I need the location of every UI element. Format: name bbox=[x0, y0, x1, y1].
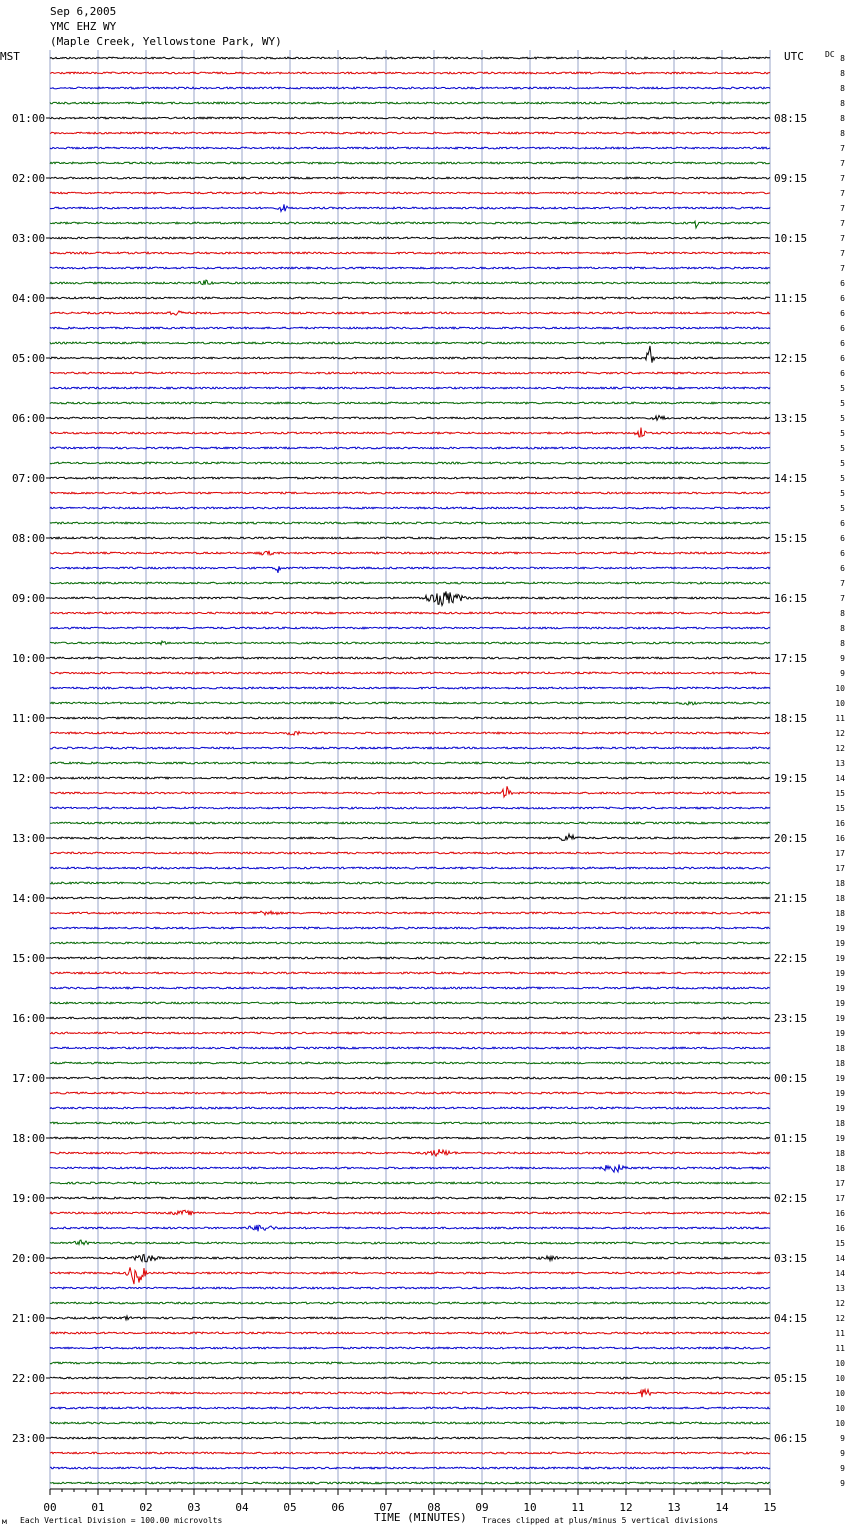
trace-row-76 bbox=[50, 1197, 770, 1199]
trace-row-95 bbox=[50, 1482, 770, 1484]
trace-row-28 bbox=[50, 477, 770, 479]
trace-row-12 bbox=[50, 237, 770, 239]
dc-offset-value: 18 bbox=[835, 1119, 845, 1128]
dc-offset-value: 6 bbox=[840, 534, 845, 543]
dc-offset-value: 6 bbox=[840, 324, 845, 333]
utc-hour-label: 01:15 bbox=[774, 1132, 808, 1145]
dc-offset-value: 13 bbox=[835, 1284, 845, 1293]
trace-row-94 bbox=[50, 1467, 770, 1469]
utc-hour-label: 05:15 bbox=[774, 1372, 808, 1385]
dc-offset-value: 7 bbox=[840, 219, 845, 228]
dc-offset-value: 5 bbox=[840, 429, 845, 438]
dc-offset-value: 7 bbox=[840, 234, 845, 243]
utc-hour-label: 10:15 bbox=[774, 232, 808, 245]
trace-row-49 bbox=[50, 786, 770, 797]
trace-row-39 bbox=[50, 641, 770, 645]
utc-hour-label: 22:15 bbox=[774, 952, 808, 965]
trace-row-15 bbox=[50, 280, 770, 285]
dc-offset-value: 6 bbox=[840, 564, 845, 573]
dc-offset-value: 18 bbox=[835, 909, 845, 918]
dc-offset-value: 7 bbox=[840, 594, 845, 603]
x-axis-label: TIME (MINUTES) bbox=[374, 1511, 467, 1524]
trace-row-7 bbox=[50, 162, 770, 164]
trace-row-3 bbox=[50, 102, 770, 104]
utc-hour-label: 17:15 bbox=[774, 652, 808, 665]
trace-row-82 bbox=[50, 1287, 770, 1289]
trace-row-26 bbox=[50, 447, 770, 449]
trace-row-56 bbox=[50, 897, 770, 899]
dc-offset-value: 6 bbox=[840, 279, 845, 288]
dc-offset-value: 19 bbox=[835, 1029, 845, 1038]
x-tick-label: 13 bbox=[667, 1501, 681, 1514]
dc-offset-value: 8 bbox=[840, 84, 845, 93]
mst-hour-label: 20:00 bbox=[12, 1252, 46, 1265]
dc-offset-value: 6 bbox=[840, 354, 845, 363]
trace-row-72 bbox=[50, 1137, 770, 1139]
dc-offset-value: 5 bbox=[840, 474, 845, 483]
dc-offset-value: 9 bbox=[840, 1434, 845, 1443]
utc-hour-label: 18:15 bbox=[774, 712, 808, 725]
dc-offset-value: 19 bbox=[835, 1134, 845, 1143]
mst-hour-label: 21:00 bbox=[12, 1312, 46, 1325]
x-tick-label: 08 bbox=[427, 1501, 441, 1514]
trace-row-50 bbox=[50, 807, 770, 809]
dc-offset-value: 15 bbox=[835, 804, 845, 813]
dc-offset-value: 15 bbox=[835, 1239, 845, 1248]
mst-hour-label: 19:00 bbox=[12, 1192, 46, 1205]
trace-row-41 bbox=[50, 672, 770, 674]
dc-offset-value: 19 bbox=[835, 999, 845, 1008]
trace-row-70 bbox=[50, 1107, 770, 1109]
trace-row-21 bbox=[50, 372, 770, 374]
dc-offset-value: 10 bbox=[835, 1359, 845, 1368]
dc-offset-value: 19 bbox=[835, 1074, 845, 1083]
x-tick-label: 03 bbox=[187, 1501, 201, 1514]
dc-offset-value: 14 bbox=[835, 1254, 845, 1263]
dc-offset-value: 6 bbox=[840, 549, 845, 558]
x-tick-label: 09 bbox=[475, 1501, 489, 1514]
left-axis-title: MST bbox=[0, 50, 20, 63]
trace-row-6 bbox=[50, 147, 770, 149]
x-tick-label: 06 bbox=[331, 1501, 345, 1514]
trace-row-36 bbox=[50, 591, 770, 605]
dc-offset-value: 6 bbox=[840, 519, 845, 528]
trace-row-42 bbox=[50, 687, 770, 689]
dc-offset-value: 14 bbox=[835, 774, 845, 783]
dc-offset-value: 17 bbox=[835, 1179, 845, 1188]
dc-offset-value: 19 bbox=[835, 984, 845, 993]
dc-offset-value: 9 bbox=[840, 669, 845, 678]
utc-hour-label: 03:15 bbox=[774, 1252, 808, 1265]
dc-offset-value: 9 bbox=[840, 1479, 845, 1488]
trace-row-62 bbox=[50, 987, 770, 989]
trace-row-51 bbox=[50, 822, 770, 824]
mst-hour-label: 02:00 bbox=[12, 172, 46, 185]
dc-offset-value: 10 bbox=[835, 1389, 845, 1398]
dc-offset-value: 18 bbox=[835, 1044, 845, 1053]
utc-hour-label: 09:15 bbox=[774, 172, 808, 185]
trace-row-79 bbox=[50, 1240, 770, 1245]
trace-row-52 bbox=[50, 834, 770, 840]
trace-row-13 bbox=[50, 252, 770, 254]
trace-row-40 bbox=[50, 657, 770, 659]
trace-row-9 bbox=[50, 192, 770, 194]
trace-row-35 bbox=[50, 582, 770, 584]
dc-offset-value: 18 bbox=[835, 1059, 845, 1068]
station-location: (Maple Creek, Yellowstone Park, WY) bbox=[50, 35, 282, 48]
utc-hour-label: 12:15 bbox=[774, 352, 808, 365]
trace-row-27 bbox=[50, 462, 770, 464]
trace-row-25 bbox=[50, 428, 770, 437]
trace-row-43 bbox=[50, 702, 770, 705]
mst-hour-label: 09:00 bbox=[12, 592, 46, 605]
trace-row-31 bbox=[50, 522, 770, 524]
station-code: YMC EHZ WY bbox=[50, 20, 117, 33]
dc-offset-value: 5 bbox=[840, 504, 845, 513]
dc-offset-value: 7 bbox=[840, 144, 845, 153]
trace-row-5 bbox=[50, 132, 770, 134]
utc-hour-label: 02:15 bbox=[774, 1192, 808, 1205]
x-tick-label: 10 bbox=[523, 1501, 537, 1514]
trace-row-45 bbox=[50, 732, 770, 736]
dc-offset-value: 17 bbox=[835, 849, 845, 858]
trace-row-29 bbox=[50, 492, 770, 494]
trace-row-89 bbox=[50, 1389, 770, 1397]
trace-row-11 bbox=[50, 221, 770, 228]
x-tick-label: 07 bbox=[379, 1501, 393, 1514]
trace-row-55 bbox=[50, 882, 770, 884]
dc-offset-value: 6 bbox=[840, 294, 845, 303]
x-tick-label: 15 bbox=[763, 1501, 777, 1514]
mst-hour-label: 04:00 bbox=[12, 292, 46, 305]
dc-axis-title: DC bbox=[825, 50, 835, 59]
trace-row-10 bbox=[50, 204, 770, 211]
trace-row-87 bbox=[50, 1362, 770, 1364]
dc-offset-value: 9 bbox=[840, 654, 845, 663]
dc-offset-value: 5 bbox=[840, 444, 845, 453]
trace-row-66 bbox=[50, 1047, 770, 1049]
trace-row-44 bbox=[50, 717, 770, 719]
trace-row-38 bbox=[50, 627, 770, 629]
trace-row-65 bbox=[50, 1032, 770, 1034]
mst-hour-label: 18:00 bbox=[12, 1132, 46, 1145]
trace-row-71 bbox=[50, 1122, 770, 1124]
dc-offset-value: 9 bbox=[840, 1464, 845, 1473]
mst-hour-label: 17:00 bbox=[12, 1072, 46, 1085]
trace-row-20 bbox=[50, 346, 770, 363]
trace-row-85 bbox=[50, 1332, 770, 1334]
trace-row-59 bbox=[50, 942, 770, 944]
utc-hour-label: 14:15 bbox=[774, 472, 808, 485]
utc-hour-label: 21:15 bbox=[774, 892, 808, 905]
dc-offset-value: 11 bbox=[835, 1329, 845, 1338]
trace-row-75 bbox=[50, 1182, 770, 1184]
dc-offset-value: 8 bbox=[840, 69, 845, 78]
trace-row-88 bbox=[50, 1377, 770, 1379]
trace-row-68 bbox=[50, 1077, 770, 1079]
trace-row-64 bbox=[50, 1017, 770, 1019]
dc-offset-value: 5 bbox=[840, 414, 845, 423]
dc-offset-value: 8 bbox=[840, 114, 845, 123]
dc-offset-value: 10 bbox=[835, 1404, 845, 1413]
trace-row-67 bbox=[50, 1062, 770, 1064]
utc-hour-label: 13:15 bbox=[774, 412, 808, 425]
dc-offset-value: 9 bbox=[840, 1449, 845, 1458]
x-tick-label: 14 bbox=[715, 1501, 729, 1514]
right-axis-title: UTC bbox=[784, 50, 804, 63]
trace-row-86 bbox=[50, 1347, 770, 1349]
trace-row-37 bbox=[50, 612, 770, 614]
dc-offset-value: 5 bbox=[840, 399, 845, 408]
x-tick-label: 04 bbox=[235, 1501, 249, 1514]
dc-offset-value: 7 bbox=[840, 174, 845, 183]
dc-offset-value: 7 bbox=[840, 204, 845, 213]
trace-row-34 bbox=[50, 566, 770, 573]
trace-row-4 bbox=[50, 117, 770, 119]
dc-offset-value: 19 bbox=[835, 939, 845, 948]
scale-note: Each Vertical Division = 100.00 microvolts bbox=[20, 1516, 223, 1525]
dc-offset-value: 8 bbox=[840, 54, 845, 63]
trace-row-61 bbox=[50, 972, 770, 974]
dc-offset-value: 16 bbox=[835, 1224, 845, 1233]
dc-offset-value: 18 bbox=[835, 1164, 845, 1173]
utc-hour-label: 00:15 bbox=[774, 1072, 808, 1085]
dc-offset-value: 19 bbox=[835, 954, 845, 963]
mst-hour-label: 14:00 bbox=[12, 892, 46, 905]
dc-offset-value: 6 bbox=[840, 339, 845, 348]
dc-offset-value: 5 bbox=[840, 459, 845, 468]
trace-row-58 bbox=[50, 927, 770, 929]
x-tick-label: 05 bbox=[283, 1501, 297, 1514]
trace-row-14 bbox=[50, 267, 770, 269]
trace-row-90 bbox=[50, 1407, 770, 1409]
dc-offset-value: 6 bbox=[840, 369, 845, 378]
dc-offset-value: 11 bbox=[835, 714, 845, 723]
dc-offset-value: 8 bbox=[840, 624, 845, 633]
dc-offset-value: 5 bbox=[840, 489, 845, 498]
trace-row-8 bbox=[50, 177, 770, 179]
dc-offset-value: 15 bbox=[835, 789, 845, 798]
dc-offset-value: 10 bbox=[835, 1374, 845, 1383]
utc-hour-label: 16:15 bbox=[774, 592, 808, 605]
trace-row-93 bbox=[50, 1452, 770, 1454]
dc-offset-value: 16 bbox=[835, 819, 845, 828]
dc-offset-value: 16 bbox=[835, 834, 845, 843]
dc-offset-value: 10 bbox=[835, 684, 845, 693]
mst-hour-label: 05:00 bbox=[12, 352, 46, 365]
dc-offset-value: 18 bbox=[835, 879, 845, 888]
trace-row-81 bbox=[50, 1267, 770, 1284]
utc-hour-label: 20:15 bbox=[774, 832, 808, 845]
dc-offset-value: 10 bbox=[835, 1419, 845, 1428]
dc-offset-value: 11 bbox=[835, 1344, 845, 1353]
dc-offset-value: 14 bbox=[835, 1269, 845, 1278]
mst-hour-label: 22:00 bbox=[12, 1372, 46, 1385]
dc-offset-value: 8 bbox=[840, 129, 845, 138]
trace-row-16 bbox=[50, 297, 770, 299]
x-tick-label: 02 bbox=[139, 1501, 153, 1514]
mst-hour-label: 08:00 bbox=[12, 532, 46, 545]
utc-hour-label: 15:15 bbox=[774, 532, 808, 545]
trace-row-47 bbox=[50, 762, 770, 764]
trace-row-23 bbox=[50, 402, 770, 404]
dc-offset-value: 19 bbox=[835, 924, 845, 933]
trace-row-80 bbox=[50, 1255, 770, 1262]
dc-offset-value: 6 bbox=[840, 309, 845, 318]
trace-row-0 bbox=[50, 57, 770, 59]
mst-hour-label: 12:00 bbox=[12, 772, 46, 785]
dc-offset-value: 8 bbox=[840, 99, 845, 108]
trace-row-92 bbox=[50, 1437, 770, 1439]
dc-offset-value: 19 bbox=[835, 969, 845, 978]
utc-hour-label: 11:15 bbox=[774, 292, 808, 305]
dc-offset-value: 12 bbox=[835, 1314, 845, 1323]
trace-row-63 bbox=[50, 1002, 770, 1004]
dc-offset-value: 7 bbox=[840, 159, 845, 168]
trace-row-19 bbox=[50, 342, 770, 344]
dc-offset-value: 17 bbox=[835, 864, 845, 873]
mst-hour-label: 15:00 bbox=[12, 952, 46, 965]
dc-offset-value: 19 bbox=[835, 1104, 845, 1113]
mst-hour-label: 11:00 bbox=[12, 712, 46, 725]
dc-offset-value: 18 bbox=[835, 894, 845, 903]
mst-hour-label: 23:00 bbox=[12, 1432, 46, 1445]
trace-row-84 bbox=[50, 1316, 770, 1320]
utc-hour-label: 06:15 bbox=[774, 1432, 808, 1445]
dc-offset-value: 19 bbox=[835, 1014, 845, 1023]
dc-offset-value: 12 bbox=[835, 729, 845, 738]
dc-offset-value: 13 bbox=[835, 759, 845, 768]
trace-row-69 bbox=[50, 1092, 770, 1094]
dc-offset-value: 12 bbox=[835, 744, 845, 753]
mst-hour-label: 01:00 bbox=[12, 112, 46, 125]
trace-row-53 bbox=[50, 852, 770, 854]
clip-note: Traces clipped at plus/minus 5 vertical divisions bbox=[482, 1516, 719, 1525]
utc-hour-label: 04:15 bbox=[774, 1312, 808, 1325]
trace-row-24 bbox=[50, 416, 770, 421]
dc-offset-value: 7 bbox=[840, 264, 845, 273]
x-tick-label: 01 bbox=[91, 1501, 105, 1514]
mst-hour-label: 03:00 bbox=[12, 232, 46, 245]
dc-offset-value: 10 bbox=[835, 699, 845, 708]
trace-row-78 bbox=[50, 1225, 770, 1231]
dc-offset-value: 8 bbox=[840, 609, 845, 618]
mst-hour-label: 10:00 bbox=[12, 652, 46, 665]
x-tick-label: 11 bbox=[571, 1501, 585, 1514]
trace-row-48 bbox=[50, 777, 770, 779]
dc-offset-value: 7 bbox=[840, 189, 845, 198]
mst-hour-label: 06:00 bbox=[12, 412, 46, 425]
utc-hour-label: 19:15 bbox=[774, 772, 808, 785]
trace-row-30 bbox=[50, 507, 770, 509]
utc-hour-label: 08:15 bbox=[774, 112, 808, 125]
dc-offset-value: 7 bbox=[840, 579, 845, 588]
trace-row-17 bbox=[50, 311, 770, 315]
trace-row-91 bbox=[50, 1422, 770, 1424]
dc-offset-value: 16 bbox=[835, 1209, 845, 1218]
trace-row-1 bbox=[50, 72, 770, 74]
trace-row-33 bbox=[50, 551, 770, 555]
mst-hour-label: 07:00 bbox=[12, 472, 46, 485]
dc-offset-value: 8 bbox=[840, 639, 845, 648]
trace-row-32 bbox=[50, 537, 770, 539]
dc-offset-value: 17 bbox=[835, 1194, 845, 1203]
plot-date: Sep 6,2005 bbox=[50, 5, 117, 18]
dc-offset-value: 18 bbox=[835, 1149, 845, 1158]
mst-hour-label: 13:00 bbox=[12, 832, 46, 845]
dc-offset-value: 5 bbox=[840, 384, 845, 393]
trace-row-2 bbox=[50, 87, 770, 89]
trace-row-74 bbox=[50, 1165, 770, 1173]
trace-row-77 bbox=[50, 1210, 770, 1215]
utc-hour-label: 23:15 bbox=[774, 1012, 808, 1025]
trace-row-22 bbox=[50, 387, 770, 389]
trace-row-60 bbox=[50, 957, 770, 959]
trace-row-73 bbox=[50, 1149, 770, 1156]
trace-row-18 bbox=[50, 327, 770, 329]
trace-row-54 bbox=[50, 867, 770, 869]
mst-hour-label: 16:00 bbox=[12, 1012, 46, 1025]
trace-row-57 bbox=[50, 911, 770, 915]
trace-row-46 bbox=[50, 747, 770, 749]
corner-mark: м bbox=[2, 1517, 7, 1526]
dc-offset-value: 7 bbox=[840, 249, 845, 258]
dc-offset-value: 19 bbox=[835, 1089, 845, 1098]
x-tick-label: 00 bbox=[43, 1501, 57, 1514]
trace-row-83 bbox=[50, 1302, 770, 1304]
dc-offset-value: 12 bbox=[835, 1299, 845, 1308]
x-tick-label: 12 bbox=[619, 1501, 633, 1514]
